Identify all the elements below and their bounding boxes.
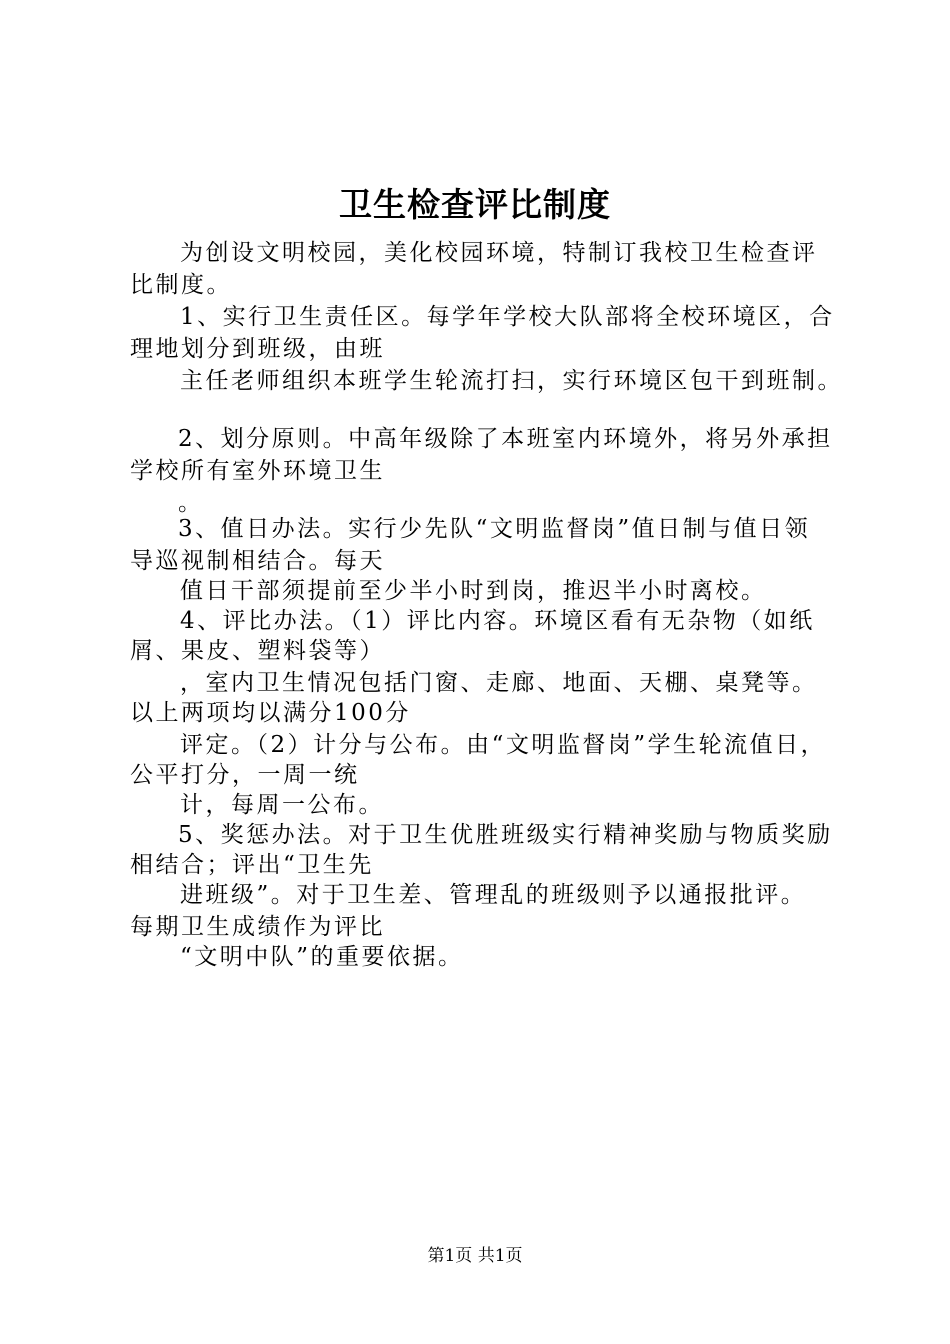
text-line: 3、值日办法。实行少先队“文明监督岗”值日制与值日领 xyxy=(178,516,811,542)
text-line: 相结合；评出“卫生先 xyxy=(130,852,374,878)
text-line: 以上两项均以满分100分 xyxy=(130,700,411,726)
text-line: 理地划分到班级，由班 xyxy=(130,336,385,362)
text-line: 为创设文明校园，美化校园环境，特制订我校卫生检查评 xyxy=(180,240,818,266)
page-footer: 第1页 共1页 xyxy=(427,1246,523,1266)
text-line: 导巡视制相结合。每天 xyxy=(130,548,385,574)
text-line: 值日干部须提前至少半小时到岗，推迟半小时离校。 xyxy=(180,578,767,604)
text-line: 公平打分，一周一统 xyxy=(130,762,360,788)
text-line: 。 xyxy=(178,490,204,516)
text-line: 学校所有室外环境卫生 xyxy=(130,458,385,484)
document-title: 卫生检查评比制度 xyxy=(339,185,611,224)
text-line: 计，每周一公布。 xyxy=(180,792,384,818)
text-line: 进班级”。对于卫生差、管理乱的班级则予以通报批评。 xyxy=(180,882,807,908)
text-line: “文明中队”的重要依据。 xyxy=(180,944,464,970)
text-line: 2、划分原则。中高年级除了本班室内环境外，将另外承担 xyxy=(178,426,833,452)
text-line: 主任老师组织本班学生轮流打扫，实行环境区包干到班制。 xyxy=(180,368,843,394)
text-line: 4、评比办法。（1）评比内容。环境区看有无杂物（如纸 xyxy=(180,608,815,634)
text-line: 1、实行卫生责任区。每学年学校大队部将全校环境区，合 xyxy=(180,304,835,330)
text-line: 每期卫生成绩作为评比 xyxy=(130,914,385,940)
text-line: 评定。（2）计分与公布。由“文明监督岗”学生轮流值日， xyxy=(180,732,827,758)
text-line: 5、奖惩办法。对于卫生优胜班级实行精神奖励与物质奖励 xyxy=(178,822,833,848)
text-line: ，室内卫生情况包括门窗、走廊、地面、天棚、桌凳等。 xyxy=(180,670,818,696)
text-line: 比制度。 xyxy=(130,272,232,298)
text-line: 屑、果皮、塑料袋等） xyxy=(130,638,385,664)
